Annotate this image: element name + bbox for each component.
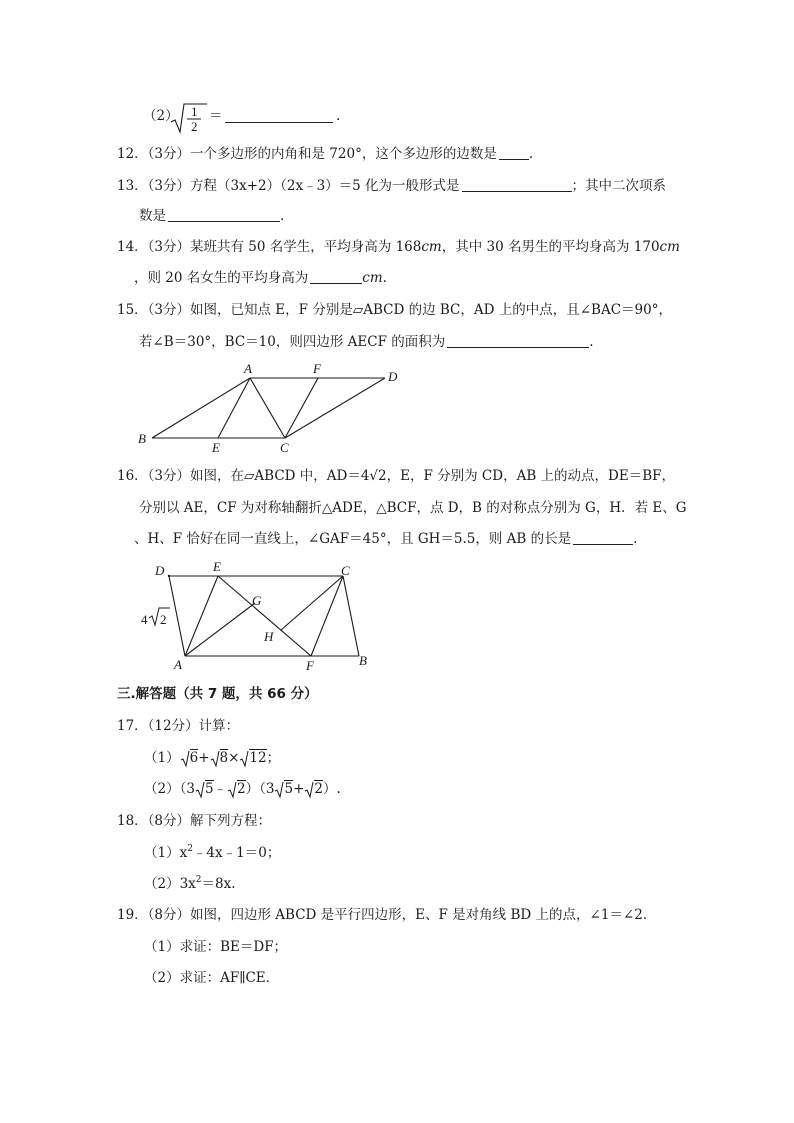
question-16-line1 <box>117 466 675 486</box>
question-19-part2 <box>144 968 279 988</box>
q13-text-a: 13．（3分）方程（3x+2）（2x﹣3）＝5 化为一般形式是 <box>117 178 460 194</box>
q11-answer-blank[interactable] <box>225 108 333 123</box>
q17-p1-plus: + <box>198 750 210 766</box>
question-17-part1 <box>144 748 280 768</box>
q17-p2-radicand-4: 2 <box>314 781 323 797</box>
question-17-title <box>117 716 239 736</box>
q18-p1-exponent: 2 <box>187 844 193 854</box>
edge-CB <box>343 576 359 656</box>
sqrt-symbol <box>180 750 190 768</box>
q13-end: . <box>280 208 285 224</box>
section-3-heading <box>117 684 318 704</box>
q17-p2-mid: ）（3 <box>245 781 275 797</box>
q15-end: . <box>589 334 594 350</box>
sqrt-fraction <box>169 100 209 134</box>
q17-p2-end: ）. <box>322 781 341 797</box>
label-D: D <box>155 563 165 578</box>
q17-p1-radicand-1: 6 <box>189 750 199 766</box>
question-12 <box>117 144 533 164</box>
q16-text-1: 16．（3分）如图，在▱ABCD 中，AD＝4√2，E，F 分别为 CD，AB 上的动点，DE＝BF， <box>117 468 676 484</box>
label-F: F <box>313 361 321 376</box>
side-length-radicand: 2 <box>160 612 167 627</box>
label-C: C <box>341 563 350 578</box>
question-13-line1 <box>117 176 666 196</box>
question-15-line2 <box>139 332 594 352</box>
q16-parallelogram-figure <box>138 558 388 673</box>
q14-unit-3: cm <box>362 270 383 286</box>
label-B: B <box>359 653 367 668</box>
q18-p2-b: ＝8x. <box>201 876 236 892</box>
sqrt-symbol <box>239 750 249 768</box>
question-18-title <box>117 811 271 831</box>
edge-DA <box>169 576 185 656</box>
q17-p1-radicand-2: 8 <box>219 750 229 766</box>
question-18-part2 <box>144 874 236 894</box>
q17-p1-end: ； <box>266 750 281 766</box>
question-14-line2 <box>134 268 387 288</box>
q12-answer-blank[interactable] <box>499 145 529 160</box>
q17-p1-radicand-3: 12 <box>249 750 267 766</box>
q17-p1-times: × <box>228 750 240 766</box>
question-16-line3 <box>134 529 637 549</box>
q12-end: . <box>528 146 534 162</box>
segment-CF <box>311 576 343 656</box>
segment-AE <box>218 378 250 438</box>
frac-numerator: 1 <box>191 104 198 119</box>
section-3-title: 三.解答题（共 7 题，共 66 分） <box>117 686 318 702</box>
q15-parallelogram-figure <box>130 360 430 460</box>
label-H: H <box>264 629 274 644</box>
edge-DC <box>285 378 385 438</box>
q16-answer-blank[interactable] <box>573 530 633 545</box>
sqrt-symbol <box>195 781 205 799</box>
q16-end: . <box>633 531 638 547</box>
q17-p2-radicand-2: 2 <box>237 781 246 797</box>
q13-text-b: ；其中二次项系 <box>571 178 667 194</box>
q15-text-2: 若∠B＝30°，BC＝10，则四边形 AECF 的面积为 <box>139 334 446 350</box>
question-13-line2 <box>139 206 284 226</box>
segment-CH <box>281 576 343 630</box>
q19-title: 19．（8分）如图，四边形 ABCD 是平行四边形，E、F 是对角线 BD 上的点，∠1＝∠2． <box>117 907 657 923</box>
label-A: A <box>174 657 182 672</box>
q13-answer-blank-2[interactable] <box>168 207 280 222</box>
q17-p2-plus: + <box>293 781 305 797</box>
q14-unit-1: cm <box>421 239 442 255</box>
q11-end: . <box>336 108 341 124</box>
question-18-part1 <box>144 843 280 863</box>
q19-p1: （1）求证：BE＝DF； <box>144 939 288 955</box>
sqrt-symbol <box>210 750 220 768</box>
label-B: B <box>138 431 146 446</box>
q13-text-c: 数是 <box>139 208 166 224</box>
q14-answer-blank[interactable] <box>310 269 362 284</box>
q17-p2-radicand-3: 5 <box>284 781 294 797</box>
question-16-line2 <box>139 498 687 518</box>
sqrt-symbol <box>227 781 237 799</box>
q18-title: 18．（8分）解下列方程： <box>117 813 272 829</box>
label-G: G <box>252 593 262 608</box>
q19-p2: （2）求证：AF∥CE． <box>144 970 280 986</box>
label-A: A <box>244 361 252 376</box>
q11-eq: ＝ <box>209 108 223 124</box>
label-C: C <box>280 440 289 455</box>
q18-p1-a: （1）x <box>144 845 188 861</box>
side-length-coefficient: 4 <box>141 612 148 627</box>
q14-unit-2: cm <box>659 239 680 255</box>
edge-BA <box>152 378 250 438</box>
label-F: F <box>306 658 314 673</box>
question-15-line1 <box>117 300 672 320</box>
question-14-line1 <box>117 237 680 257</box>
q17-p2-open: （3 <box>179 781 195 797</box>
q11-part2-number: （2） <box>143 108 179 124</box>
label-E: E <box>213 559 221 574</box>
q18-p2-exponent: 2 <box>195 875 202 885</box>
q18-p2-a: （2）3x <box>144 876 196 892</box>
q15-answer-blank[interactable] <box>447 333 589 348</box>
q17-p1-number: （1） <box>144 750 180 766</box>
q16-text-2: 分别以 AE，CF 为对称轴翻折△ADE，△BCF，点 D，B 的对称点分别为 G，H．若 E、G <box>139 500 687 516</box>
q14-end: . <box>382 270 387 286</box>
q16-text-3: 、H、F 恰好在同一直线上，∠GAF＝45°，且 GH＝5.5，则 AB 的长是 <box>134 531 572 547</box>
label-E: E <box>212 440 220 455</box>
q17-p2-minus: ﹣ <box>213 781 228 797</box>
q14-text-a: 14．（3分）某班共有 50 名学生，平均身高为 168 <box>117 239 422 255</box>
q18-p1-b: ﹣4x﹣1＝0； <box>192 845 281 861</box>
q17-title: 17．（12分）计算： <box>117 718 240 734</box>
q12-text: 12．（3分）一个多边形的内角和是 720°，这个多边形的边数是 <box>117 146 497 162</box>
sqrt-symbol <box>274 781 284 799</box>
q17-p2-radicand-1: 5 <box>204 781 214 797</box>
q13-answer-blank-1[interactable] <box>462 177 572 192</box>
q17-p2-number: （2） <box>144 781 180 797</box>
question-19-part1 <box>144 937 287 957</box>
question-17-part2 <box>144 779 341 799</box>
segment-FC <box>285 378 318 438</box>
q15-text-1: 15．（3分）如图，已知点 E，F 分别是▱ABCD 的边 BC，AD 上的中点，且∠BAC＝90°， <box>117 302 672 318</box>
q14-text-b: ，其中 30 名男生的平均身高为 170 <box>441 239 660 255</box>
question-19-title <box>117 905 656 925</box>
sqrt-symbol <box>304 781 314 799</box>
segment-AC <box>250 378 285 438</box>
label-D: D <box>388 369 398 384</box>
q14-text-c: ，则 20 名女生的平均身高为 <box>134 270 309 286</box>
frac-denominator: 2 <box>191 119 198 134</box>
